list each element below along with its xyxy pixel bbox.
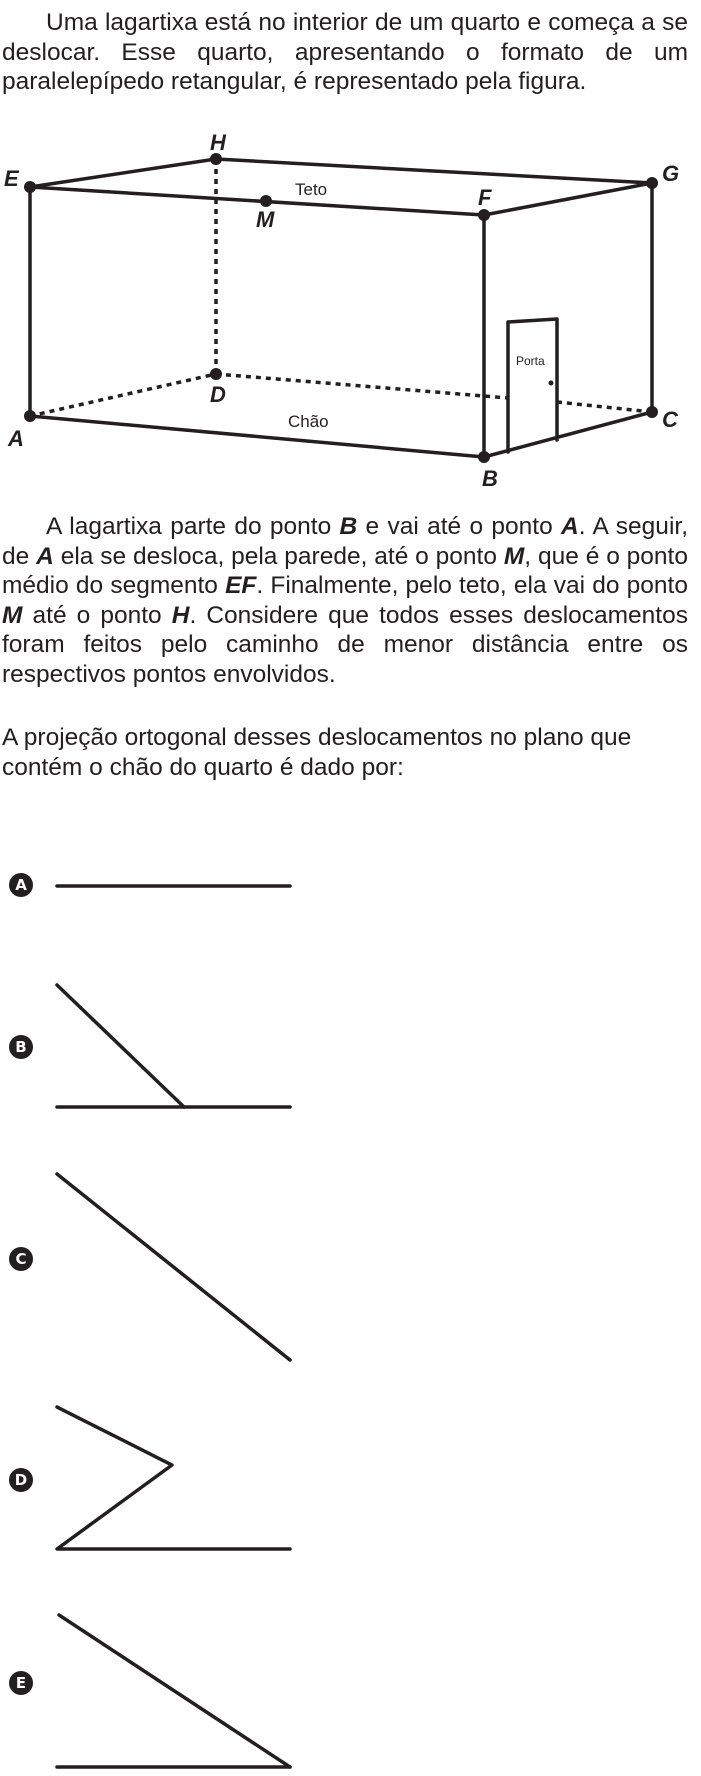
statement-paragraph-3 [2, 723, 688, 782]
room-figure [0, 0, 701, 500]
vertex-C-dot [646, 406, 658, 418]
vertex-B-dot [478, 451, 490, 463]
statement-text-segment: e vai até o ponto [357, 513, 562, 540]
vertex-E-dot [24, 181, 36, 193]
vertex-label-F: F [478, 185, 492, 210]
floor-label: Chão [288, 412, 329, 431]
vertex-label-A: A [8, 426, 24, 451]
option-e-figure [57, 1615, 290, 1767]
edge-AD [30, 374, 216, 416]
option-a-badge[interactable]: A [9, 873, 33, 897]
statement-text-segment: até o ponto [22, 601, 172, 629]
statement-text-segment: . Finalmente, pelo teto, ela vai do ponto [256, 572, 688, 599]
point-name: M [2, 601, 23, 629]
ceiling-label: Teto [295, 180, 328, 199]
point-name: A [561, 513, 579, 540]
statement-paragraph-2-text [2, 513, 688, 688]
vertex-label-C: C [662, 407, 678, 432]
vertex-F-dot [478, 209, 490, 221]
point-name: M [503, 542, 525, 570]
vertex-label-H: H [210, 130, 226, 155]
vertex-label-M: M [256, 207, 275, 232]
vertex-G-dot [646, 177, 658, 189]
door-label: Porta [516, 354, 545, 368]
vertex-label-B: B [482, 466, 498, 491]
option-b-badge[interactable]: B [9, 1035, 33, 1059]
option-e-badge[interactable]: E [9, 1671, 33, 1695]
option-c-badge[interactable]: C [9, 1247, 33, 1271]
edge-AB [30, 416, 484, 457]
vertex-label-D: D [210, 382, 226, 407]
vertex-M-dot [260, 195, 272, 207]
statement-paragraph-1-text: Uma lagartixa está no interior de um quarto e começa a se deslocar. Esse quarto, apresentando o formato de um paralelepípedo retangular, é representado pela figura. [2, 9, 688, 95]
door [508, 319, 557, 452]
edge-EH [30, 159, 216, 187]
edge-DC-left [216, 374, 508, 398]
statement-text-segment: A lagartixa parte do ponto [46, 513, 340, 540]
statement-text-segment: , que é o ponto médio do segmento [2, 542, 688, 599]
option-c-figure [57, 1174, 290, 1360]
statement-text-segment: . A seguir, de [2, 513, 688, 570]
statement-paragraph-2 [2, 512, 688, 689]
point-name: A [36, 542, 54, 570]
edge-DC-right [557, 402, 652, 412]
vertex-D-dot [210, 368, 222, 380]
statement-text-segment: . Considere que todos esses deslocamentos foram feitos pelo caminho de menor distância entre os respectivos pontos envolvidos. [2, 601, 688, 688]
vertex-A-dot [24, 410, 36, 422]
option-d-figure [57, 1407, 290, 1549]
statement-paragraph-3-text: A projeção ortogonal desses deslocamentos no plano que contém o chão do quarto é dado por: [2, 724, 632, 781]
point-name: B [339, 513, 358, 540]
vertex-label-G: G [662, 161, 680, 186]
edge-FG [484, 183, 652, 215]
vertex-label-E: E [4, 166, 19, 191]
statement-text-segment: ela se desloca, pela parede, até o ponto [53, 542, 504, 570]
point-name: EF [225, 572, 257, 599]
door-knob [549, 381, 554, 386]
option-d-badge[interactable]: D [9, 1468, 33, 1492]
edge-HG [216, 159, 652, 183]
option-b-figure [57, 985, 290, 1107]
point-name: H [171, 601, 190, 629]
